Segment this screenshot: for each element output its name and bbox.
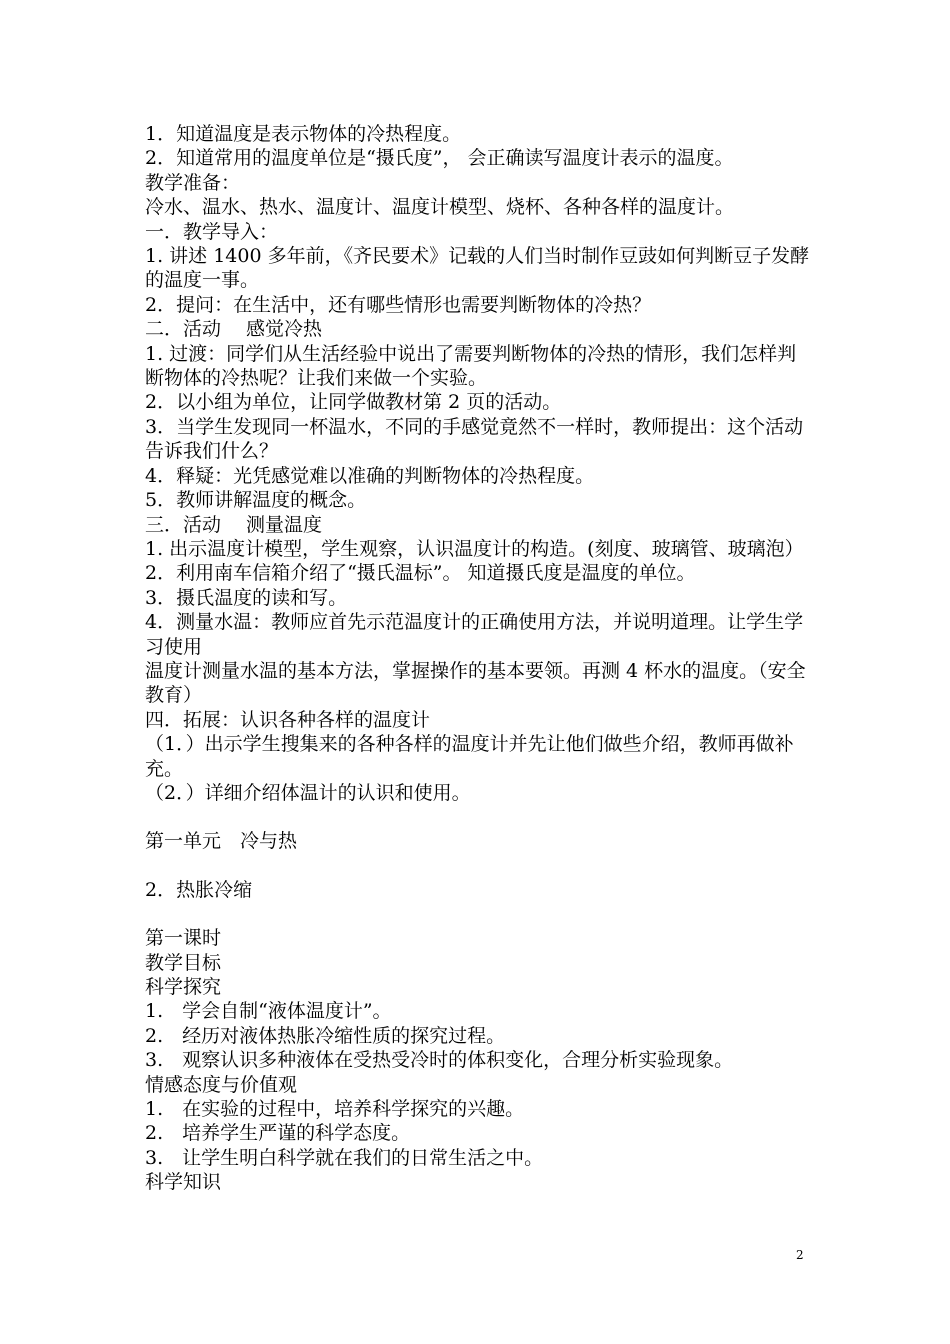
paragraph-line: 1. 学会自制“液体温度计”。 <box>145 1000 392 1023</box>
paragraph-line: 4．释疑：光凭感觉难以准确的判断物体的冷热程度。 <box>145 464 595 487</box>
paragraph-line: 1. 过渡：同学们从生活经验中说出了需要判断物体的冷热的情形，我们怎样判断物体的冷热呢？让我们来做一个实验。 <box>145 342 797 390</box>
blank-line <box>145 805 810 829</box>
paragraph-line: 5．教师讲解温度的概念。 <box>145 489 367 512</box>
paragraph-line: 2．利用南车信箱介绍了“摄氏温标”。 知道摄氏度是温度的单位。 <box>145 562 696 585</box>
paragraph-line: 二．活动 感觉冷热 <box>145 318 323 341</box>
paragraph-line: 1. 在实验的过程中，培养科学探究的兴趣。 <box>145 1098 525 1121</box>
paragraph-line: 一．教学导入： <box>145 220 279 243</box>
paragraph-line: 2．热胀冷缩 <box>145 878 253 901</box>
paragraph-line: 1．知道温度是表示物体的冷热程度。 <box>145 123 462 145</box>
paragraph-line: 1. 讲述 1400 多年前，《齐民要术》记载的人们当时制作豆豉如何判断豆子发酵的温度一事。 <box>145 245 810 292</box>
paragraph-line: （1．）出示学生搜集来的各种各样的温度计并先让他们做些介绍，教师再做补充。 <box>145 733 794 780</box>
page-number: 2 <box>796 1248 804 1262</box>
paragraph-line: 教学准备： <box>145 171 241 194</box>
paragraph-line: 冷水、温水、热水、温度计、温度计模型、烧杯、各种各样的温度计。 <box>145 196 735 219</box>
paragraph-line: 第一单元 冷与热 <box>145 830 298 853</box>
paragraph-line: 2．知道常用的温度单位是“摄氏度”， 会正确读写温度计表示的温度。 <box>145 147 734 170</box>
document-body <box>145 122 810 1195</box>
paragraph-line: 四．拓展：认识各种各样的温度计 <box>145 708 431 731</box>
paragraph-line: 2. 培养学生严谨的科学态度。 <box>145 1122 411 1145</box>
paragraph-line: 3. 让学生明白科学就在我们的日常生活之中。 <box>145 1146 544 1169</box>
paragraph-line: 3. 观察认识多种液体在受热受冷时的体积变化，合理分析实验现象。 <box>145 1049 734 1072</box>
paragraph-line: 三．活动 测量温度 <box>145 513 323 536</box>
paragraph-line: 4．测量水温：教师应首先示范温度计的正确使用方法，并说明道理。让学生学习使用 <box>145 611 804 658</box>
paragraph-line: 1. 出示温度计模型，学生观察，认识温度计的构造。(刻度、玻璃管、玻璃泡） <box>145 537 804 560</box>
paragraph-line: 教学目标 <box>145 951 222 974</box>
blank-line <box>145 854 810 878</box>
paragraph-line: 2．提问：在生活中，还有哪些情形也需要判断物体的冷热？ <box>145 293 652 316</box>
paragraph-line: 2. 经历对液体热胀冷缩性质的探究过程。 <box>145 1024 506 1047</box>
paragraph-line: 3．当学生发现同一杯温水，不同的手感觉竟然不一样时，教师提出：这个活动告诉我们什么？ <box>145 415 804 463</box>
paragraph-line: 3．摄氏温度的读和写。 <box>145 586 348 609</box>
paragraph-line: 情感态度与价值观 <box>145 1073 298 1096</box>
paragraph-line: 科学知识 <box>145 1171 222 1194</box>
blank-line <box>145 902 810 926</box>
paragraph-line: 温度计测量水温的基本方法，掌握操作的基本要领。再测 4 杯水的温度。（安全教育） <box>145 659 806 707</box>
paragraph-line: 2．以小组为单位，让同学做教材第 2 页的活动。 <box>145 391 562 414</box>
paragraph-line: （2．）详细介绍体温计的认识和使用。 <box>145 781 471 804</box>
paragraph-line: 科学探究 <box>145 976 222 998</box>
paragraph-line: 第一课时 <box>145 927 222 950</box>
